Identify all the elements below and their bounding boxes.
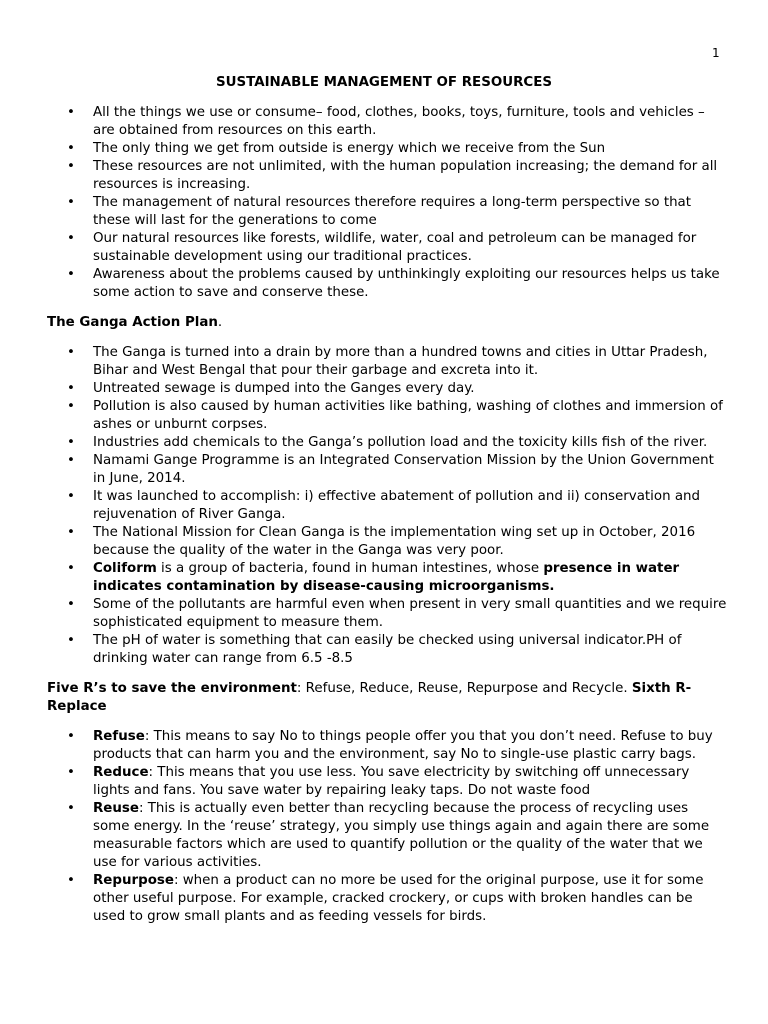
five-rs-heading-bold: Five R’s to save the environment bbox=[47, 681, 297, 696]
ganga-heading bbox=[47, 314, 727, 332]
list-item: • The Ganga is turned into a drain by more than a hundred towns and cities in Uttar Pradesh, Bihar and West Bengal that pour their garbage and excreta into it. bbox=[47, 344, 727, 380]
r-item-reuse bbox=[47, 800, 727, 872]
list-item: • Industries add chemicals to the Ganga’s pollution load and the toxicity kills fish of the river. bbox=[47, 434, 727, 452]
list-item: • All the things we use or consume– food, clothes, books, toys, furniture, tools and vehicles – are obtained from resources on this earth. bbox=[47, 104, 727, 140]
page-number: 1 bbox=[712, 46, 720, 60]
list-item: • The management of natural resources therefore requires a long-term perspective so that these will last for the generations to come bbox=[47, 194, 727, 230]
list-item: • Untreated sewage is dumped into the Ganges every day. bbox=[47, 380, 727, 398]
intro-list bbox=[47, 104, 727, 302]
list-item: • The pH of water is something that can easily be checked using universal indicator.PH of drinking water can range from 6.5 -8.5 bbox=[47, 632, 727, 668]
document-body bbox=[47, 104, 727, 926]
list-item: • Awareness about the problems caused by unthinkingly exploiting our resources helps us take some action to save and conserve these. bbox=[47, 266, 727, 302]
list-item: • Pollution is also caused by human activities like bathing, washing of clothes and immersion of ashes or unburnt corpses. bbox=[47, 398, 727, 434]
r-text: : when a product can no more be used for the original purpose, use it for some other useful purpose. For example, cracked crockery, or cups with broken handles can be used to grow small plants and as feeding vessels for birds. bbox=[93, 873, 704, 924]
list-item: • The National Mission for Clean Ganga is the implementation wing set up in October, 2016 because the quality of the water in the Ganga was very poor. bbox=[47, 524, 727, 560]
five-rs-heading-sixth: Sixth R-Replace bbox=[47, 681, 692, 714]
coliform-term: Coliform bbox=[93, 561, 157, 576]
list-item: • The only thing we get from outside is energy which we receive from the Sun bbox=[47, 140, 727, 158]
list-item: • Our natural resources like forests, wildlife, water, coal and petroleum can be managed for sustainable development using our traditional practices. bbox=[47, 230, 727, 266]
coliform-text: is a group of bacteria, found in human intestines, whose bbox=[156, 561, 544, 576]
r-item-refuse bbox=[47, 728, 727, 764]
r-text: : This is actually even better than recycling because the process of recycling uses some energy. In the ‘reuse’ strategy, you simply use things again and again there are some measurable factors which are used to quantify pollution or the quality of the water that we use for various activities. bbox=[93, 801, 710, 870]
list-item: • Some of the pollutants are harmful even when present in very small quantities and we require sophisticated equipment to measure them. bbox=[47, 596, 727, 632]
ganga-heading-suffix: . bbox=[217, 315, 223, 330]
r-term: Reduce bbox=[93, 765, 149, 780]
five-rs-heading-text: : Refuse, Reduce, Reuse, Repurpose and Recycle. bbox=[296, 681, 632, 696]
page-title: SUSTAINABLE MANAGEMENT OF RESOURCES bbox=[215, 75, 553, 90]
five-rs-list bbox=[47, 728, 727, 926]
r-term: Reuse bbox=[93, 801, 139, 816]
coliform-item bbox=[47, 560, 727, 596]
r-text: : This means that you use less. You save electricity by switching off unnecessary lights and fans. You save water by repairing leaky taps. Do not waste food bbox=[93, 765, 690, 798]
five-rs-heading bbox=[47, 680, 727, 716]
ganga-list bbox=[47, 344, 727, 668]
list-item: • It was launched to accomplish: i) effective abatement of pollution and ii) conservation and rejuvenation of River Ganga. bbox=[47, 488, 727, 524]
list-item: • These resources are not unlimited, with the human population increasing; the demand for all resources is increasing. bbox=[47, 158, 727, 194]
ganga-heading-text: The Ganga Action Plan bbox=[47, 315, 218, 330]
r-item-reduce bbox=[47, 764, 727, 800]
r-term: Refuse bbox=[93, 729, 145, 744]
r-term: Repurpose bbox=[93, 873, 174, 888]
r-item-repurpose bbox=[47, 872, 727, 926]
r-text: : This means to say No to things people offer you that you don’t need. Refuse to buy products that can harm you and the environment, say No to single-use plastic carry bags. bbox=[93, 729, 713, 762]
coliform-emphasis: presence in water indicates contamination by disease-causing microorganisms. bbox=[93, 561, 680, 594]
list-item: • Namami Gange Programme is an Integrated Conservation Mission by the Union Government in June, 2014. bbox=[47, 452, 727, 488]
